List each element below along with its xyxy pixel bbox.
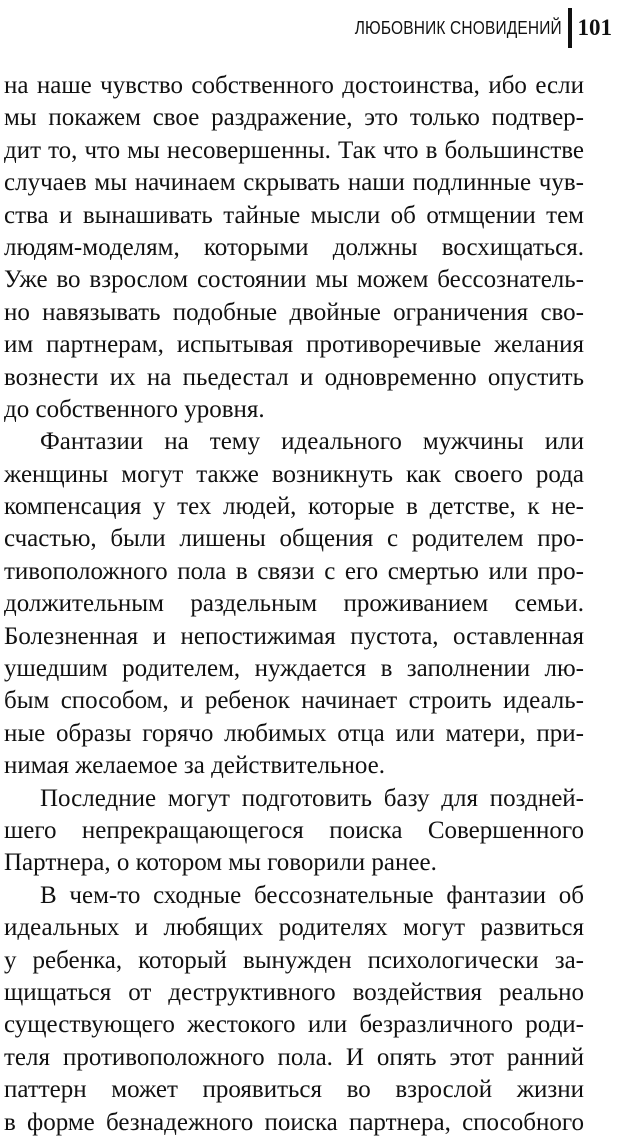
- text-line: случаев мы начинаем скрывать наши подлинные чув-: [4, 169, 584, 197]
- text-line: Уже во взрослом состоянии мы можем бессознатель-: [4, 266, 584, 294]
- text-line: Фантазии на тему идеального мужчины или: [40, 428, 584, 456]
- text-line: женщины могут также возникнуть как своего рода: [4, 460, 584, 488]
- text-line: щищаться от деструктивного воздействия реально: [4, 978, 584, 1006]
- text-line: паттерн может проявиться во взрослой жизни: [4, 1076, 584, 1104]
- text-line: теля противоположного пола. И опять этот ранний: [4, 1043, 584, 1071]
- text-line: тивоположного пола в связи с его смертью или про-: [4, 557, 584, 585]
- text-line: ные образы горячо любимых отца или матери, при-: [4, 719, 584, 747]
- text-line: у ребенка, который вынужден психологически за-: [4, 946, 584, 974]
- page-number: 101: [577, 15, 612, 40]
- text-line: мы покажем свое раздражение, это только подтвер-: [4, 104, 584, 132]
- text-line: должительным раздельным проживанием семьи.: [4, 590, 584, 618]
- text-line: им партнерам, испытывая противоречивые желания: [4, 331, 584, 359]
- text-line: дит то, что мы несовершенны. Так что в большинстве: [4, 136, 584, 164]
- text-line: существующего жестокого или безразличного роди-: [4, 1011, 584, 1039]
- text-line: в форме безнадежного поиска партнера, способного: [4, 1108, 584, 1136]
- body-text: [4, 70, 584, 1139]
- text-line: шего непрекращающегося поиска Совершенного: [4, 816, 584, 844]
- text-line: компенсация у тех людей, которые в детстве, к не-: [4, 493, 584, 521]
- text-line: ства и вынашивать тайные мысли об отмщении тем: [4, 201, 584, 229]
- text-line: до собственного уровня.: [4, 395, 265, 423]
- text-line: Болезненная и непостижимая пустота, оставленная: [4, 622, 584, 650]
- text-line: счастью, были лишены общения с родителем про-: [4, 525, 584, 553]
- text-line: бым способом, и ребенок начинает строить идеаль-: [4, 687, 584, 715]
- running-header-title: ЛЮБОВНИК СНОВИДЕНИЙ: [354, 17, 562, 38]
- text-line: нимая желаемое за действительное.: [4, 752, 385, 780]
- text-line: В чем-то сходные бессознательные фантазии об: [40, 881, 584, 909]
- text-line: идеальных и любящих родителях могут развиться: [4, 914, 584, 942]
- text-line: ушедшим родителем, нуждается в заполнении лю-: [4, 655, 584, 683]
- header-vertical-rule: [568, 8, 572, 48]
- running-header: [321, 8, 612, 48]
- text-line: на наше чувство собственного достоинства, ибо если: [4, 72, 584, 99]
- text-line: но навязывать подобные двойные ограничения сво-: [4, 298, 584, 326]
- text-line: людям-моделям, которыми должны восхищаться.: [4, 233, 584, 261]
- text-line: Партнера, о котором мы говорили ранее.: [4, 849, 437, 877]
- text-line: Последние могут подготовить базу для поздней-: [40, 784, 584, 812]
- text-line: вознести их на пьедестал и одновременно опустить: [4, 363, 584, 391]
